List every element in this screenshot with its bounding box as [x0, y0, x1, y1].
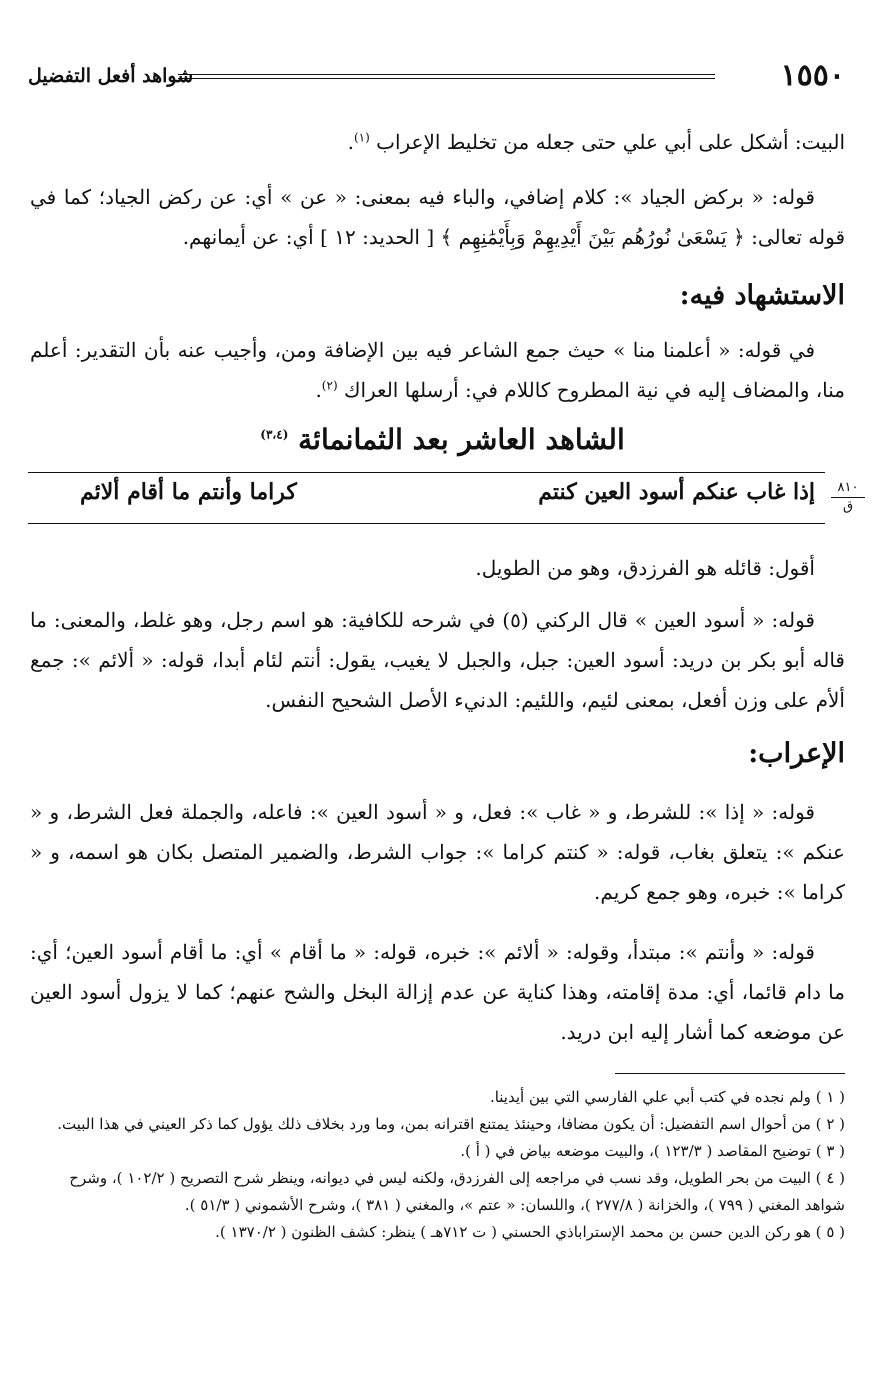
intro-line-text: البيت: أشكل على أبي علي حتى جعله من تخليط الإعراب: [376, 130, 845, 154]
irab-paragraph-2: قوله: « وأنتم »: مبتدأ، وقوله: « ألائم »: خبره، قوله: « ما أقام » أي: ما أقام أسود العين؛ أي: ما دام قائما، أي: مدة إقامته، وهذا كناية عن عدم إزالة البخل والشح عنهم؛ كما لا يزول أسود العين عن موضعه كما أشار إليه ابن دريد.: [30, 940, 845, 1044]
running-title: شواهد أفعل التفضيل: [28, 65, 194, 87]
page-header: [28, 58, 845, 94]
sharh-line: أقول: قائله هو الفرزدق، وهو من الطويل.: [475, 556, 815, 580]
verse-number-value: ٨١٠: [837, 480, 859, 495]
sharh-paragraph: قوله: « أسود العين » قال الركني (٥) في شرحه للكافية: هو اسم رجل، وهو غلط، والمعنى: ما قاله أبو بكر بن دريد: أسود العين: جبل، والجبل لا يغيب، يقول: أنتم لئام أبدا، قوله: « ألائم »: جمع ألأم على وزن أفعل، بمعنى لئيم، واللئيم: الدنيء الأصل الشحيح النفس.: [30, 608, 845, 712]
istishhad-text: في قوله: « أعلمنا منا » حيث جمع الشاعر فيه بين الإضافة ومن، وأجيب عنه بأن التقدير: أعلم منا، والمضاف إليه في نية المطروح كاللام في: أرسلها العراك: [30, 338, 845, 402]
footnote-4: ( ٤ ) البيت من بحر الطويل، وقد نسب في مراجعه إلى الفرزدق، ولكنه ليس في ديوانه، وينظر شرح التصريح ( ١٠٢/٢ )، وشرح شواهد المغني ( ٧٩٩ )، والخزانة ( ٢٧٧/٨ )، واللسان: « عتم »، والمغني ( ٣٨١ )، وشرح الأشموني ( ٥١/٣ ).: [69, 1169, 845, 1214]
irab-paragraph-1: قوله: « إذا »: للشرط، و « غاب »: فعل، و « أسود العين »: فاعله، والجملة فعل الشرط، و « عنكم »: يتعلق بغاب، قوله: « كنتم كراما »: جواب الشرط، والضمير المتصل بكان هو اسمه، و « كراما »: خبره، وهو جمع كريم.: [30, 800, 845, 904]
footnote-5: ( ٥ ) هو ركن الدين حسن بن محمد الإستراباذي الحسني ( ت ٧١٢هـ ) ينظر: كشف الظنون ( ١٣٧٠/٢ ).: [215, 1223, 845, 1241]
istishhad-paragraph: في قوله: « أعلمنا منا » حيث جمع الشاعر فيه بين الإضافة ومن، وأجيب عنه بأن التقدير: أعلم منا، والمضاف إليه في نية المطروح كاللام في: أرسلها العراك $^{(٢)}$.: [30, 338, 845, 402]
verse-box: [28, 472, 859, 524]
intro-line: البيت: أشكل على أبي علي حتى جعله من تخليط الإعراب $^{(١)}$.: [347, 130, 845, 154]
irab-heading: الإعراب:: [748, 738, 845, 769]
verse-first-hemistich: إذا غاب عنكم أسود العين كنتم: [538, 479, 815, 505]
shahid-title-text: الشاهد العاشر بعد الثمانمائة: [298, 423, 625, 456]
footnotes: [30, 1084, 845, 1246]
shahid-title: [0, 418, 885, 462]
intro-paragraph: [30, 177, 845, 257]
footnote-ref-3-4: (٣،٤): [260, 427, 289, 442]
footnote-3: ( ٣ ) توضيح المقاصد ( ١٢٣/٣ )، والبيت موضعه بياض في ( أ ).: [460, 1142, 845, 1160]
intro-paragraph-text: قوله: « برکض الجیاد »: کلام إضافي، والباء فيه بمعنى: « عن » أي: عن ركض الجياد؛ كما في قوله تعالى: ﴿ يَسْعَىٰ نُورُهُم بَيْنَ أَيْدِيهِمْ وَبِأَيْمَٰنِهِم ﴾ [ الحديد: ١٢ ] أي: عن أيمانهم.: [30, 185, 845, 249]
verse-number: [831, 479, 865, 516]
header-rule: [178, 74, 715, 79]
verse-second-hemistich: كراما وأنتم ما أقام ألائم: [80, 479, 297, 505]
page-number: ١٥٥٠: [780, 58, 845, 93]
verse-meter: ق: [831, 497, 865, 516]
footnote-1: ( ١ ) ولم نجده في كتب أبي علي الفارسي التي بين أيدينا.: [489, 1088, 845, 1106]
istishhad-heading: الاستشهاد فيه:: [679, 280, 845, 311]
footnote-ref-1: (١): [353, 130, 370, 145]
footnote-divider: [615, 1073, 845, 1074]
footnote-ref-2: (٢): [321, 378, 338, 393]
footnote-2: ( ٢ ) من أحوال اسم التفضيل: أن يكون مضافا، وحينئذ يمتنع اقترانه بمن، وما ورد بخلاف ذلك يؤول كما ذكر العيني في هذا البيت.: [57, 1115, 845, 1133]
